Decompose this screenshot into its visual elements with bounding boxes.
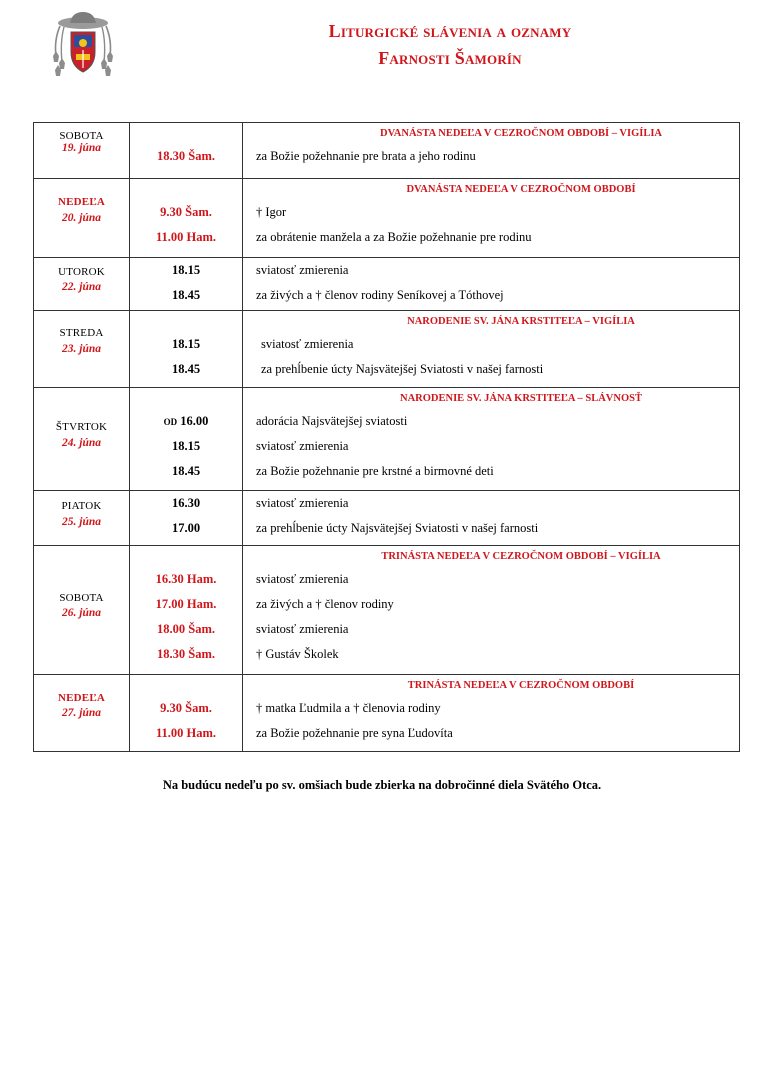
day-date: 24. júna bbox=[62, 437, 101, 449]
mass-time: 11.00 Ham. bbox=[155, 726, 217, 740]
intention-cell bbox=[243, 123, 740, 179]
mass-intention: za prehĺbenie úcty Najsvätejšej Sviatosti v našej farnosti bbox=[261, 362, 544, 376]
feast-label: TRINÁSTA NEDEĽA V CEZROČNOM OBDOBÍ – VIGÍLIA bbox=[381, 551, 661, 562]
mass-intention: adorácia Najsvätejšej sviatosti bbox=[256, 414, 408, 428]
day-cell bbox=[34, 258, 130, 311]
mass-time: 18.30 Šam. bbox=[157, 647, 215, 661]
intention-cell bbox=[243, 491, 740, 546]
mass-time: 18.00 Šam. bbox=[157, 622, 215, 636]
title-line-1: Liturgické slávenia a oznamy bbox=[328, 21, 572, 41]
mass-intention: za prehĺbenie úcty Najsvätejšej Sviatosti v našej farnosti bbox=[256, 521, 539, 535]
coat-of-arms-icon bbox=[46, 10, 120, 84]
day-name: STREDA bbox=[59, 327, 104, 339]
mass-intention: † Gustáv Školek bbox=[256, 647, 339, 661]
collection-notice: Na budúcu nedeľu po sv. omšiach bude zbierka na dobročinné diela Svätého Otca. bbox=[162, 778, 602, 792]
day-date: 27. júna bbox=[62, 707, 101, 719]
mass-time: 18.45 bbox=[171, 288, 201, 302]
intention-cell bbox=[243, 179, 740, 258]
day-name: ŠTVRTOK bbox=[55, 421, 108, 433]
mass-intention: † Igor bbox=[256, 205, 287, 219]
schedule-row bbox=[34, 675, 740, 752]
day-name: PIATOK bbox=[61, 500, 102, 512]
schedule-row bbox=[34, 258, 740, 311]
day-name: SOBOTA bbox=[59, 130, 104, 142]
schedule-row bbox=[34, 179, 740, 258]
mass-intention: sviatosť zmierenia bbox=[256, 263, 349, 277]
day-name: NEDEĽA bbox=[57, 196, 106, 208]
mass-intention: za živých a † členov rodiny bbox=[256, 597, 394, 611]
day-cell bbox=[34, 179, 130, 258]
day-cell bbox=[34, 546, 130, 675]
mass-intention: sviatosť zmierenia bbox=[256, 439, 349, 453]
time-cell bbox=[130, 491, 243, 546]
schedule-row bbox=[34, 123, 740, 179]
mass-time: 18.30 Šam. bbox=[157, 149, 215, 163]
day-date: 26. júna bbox=[62, 607, 101, 619]
feast-label: DVANÁSTA NEDEĽA V CEZROČNOM OBDOBÍ – VIGÍLIA bbox=[379, 128, 662, 139]
feast-label: DVANÁSTA NEDEĽA V CEZROČNOM OBDOBÍ bbox=[406, 184, 636, 195]
time-cell bbox=[130, 123, 243, 179]
mass-time: 16.30 Ham. bbox=[155, 572, 217, 586]
mass-intention: sviatosť zmierenia bbox=[256, 622, 349, 636]
mass-time: 18.45 bbox=[171, 464, 201, 478]
time-cell bbox=[130, 258, 243, 311]
intention-cell bbox=[243, 546, 740, 675]
schedule-row bbox=[34, 388, 740, 491]
mass-intention: sviatosť zmierenia bbox=[256, 496, 349, 510]
mass-time: 18.15 bbox=[171, 439, 201, 453]
mass-time: 11.00 Ham. bbox=[155, 230, 217, 244]
schedule-row bbox=[34, 546, 740, 675]
mass-time: 17.00 bbox=[171, 521, 201, 535]
mass-time: 17.00 Ham. bbox=[155, 597, 217, 611]
time-cell bbox=[130, 311, 243, 388]
day-cell bbox=[34, 675, 130, 752]
intention-cell bbox=[243, 311, 740, 388]
mass-intention: za Božie požehnanie pre syna Ľudovíta bbox=[256, 726, 453, 740]
time-cell bbox=[130, 388, 243, 491]
day-name: NEDEĽA bbox=[57, 692, 106, 704]
intention-cell bbox=[243, 258, 740, 311]
mass-time: 18.15 bbox=[171, 263, 201, 277]
day-date: 23. júna bbox=[62, 343, 101, 355]
schedule-row bbox=[34, 491, 740, 546]
feast-label: NARODENIE SV. JÁNA KRSTITEĽA – SLÁVNOSŤ bbox=[400, 393, 642, 404]
time-cell bbox=[130, 179, 243, 258]
intention-cell bbox=[243, 388, 740, 491]
day-cell bbox=[34, 491, 130, 546]
day-date: 22. júna bbox=[62, 281, 101, 293]
page-title bbox=[140, 18, 760, 72]
title-line-2: Farnosti Šamorín bbox=[378, 48, 522, 68]
day-cell bbox=[34, 123, 130, 179]
feast-label: TRINÁSTA NEDEĽA V CEZROČNOM OBDOBÍ bbox=[407, 680, 635, 691]
mass-time: 9.30 Šam. bbox=[160, 701, 212, 715]
mass-intention: za obrátenie manžela a za Božie požehnanie pre rodinu bbox=[256, 230, 532, 244]
day-date: 25. júna bbox=[62, 516, 101, 528]
day-date: 20. júna bbox=[62, 212, 101, 224]
mass-time: 18.45 bbox=[171, 362, 201, 376]
mass-intention: sviatosť zmierenia bbox=[256, 572, 349, 586]
mass-time: 18.15 bbox=[171, 337, 201, 351]
time-cell bbox=[130, 546, 243, 675]
intention-cell bbox=[243, 675, 740, 752]
time-cell bbox=[130, 675, 243, 752]
day-cell bbox=[34, 388, 130, 491]
day-cell bbox=[34, 311, 130, 388]
mass-time: 9.30 Šam. bbox=[160, 205, 212, 219]
day-name: SOBOTA bbox=[59, 592, 104, 604]
feast-label: NARODENIE SV. JÁNA KRSTITEĽA – VIGÍLIA bbox=[407, 316, 635, 327]
mass-intention: † matka Ľudmila a † členovia rodiny bbox=[256, 701, 441, 715]
day-date: 19. júna bbox=[62, 142, 101, 154]
mass-intention: za Božie požehnanie pre brata a jeho rodinu bbox=[256, 149, 476, 163]
mass-time: 16.30 bbox=[171, 496, 201, 510]
mass-intention: za živých a † členov rodiny Seníkovej a Tóthovej bbox=[256, 288, 504, 302]
mass-schedule-table bbox=[33, 122, 740, 752]
day-name: UTOROK bbox=[58, 266, 105, 278]
mass-intention: sviatosť zmierenia bbox=[261, 337, 354, 351]
mass-intention: za Božie požehnanie pre krstné a birmovné deti bbox=[256, 464, 494, 478]
mass-time: od 16.00 bbox=[163, 414, 209, 428]
schedule-row bbox=[34, 311, 740, 388]
